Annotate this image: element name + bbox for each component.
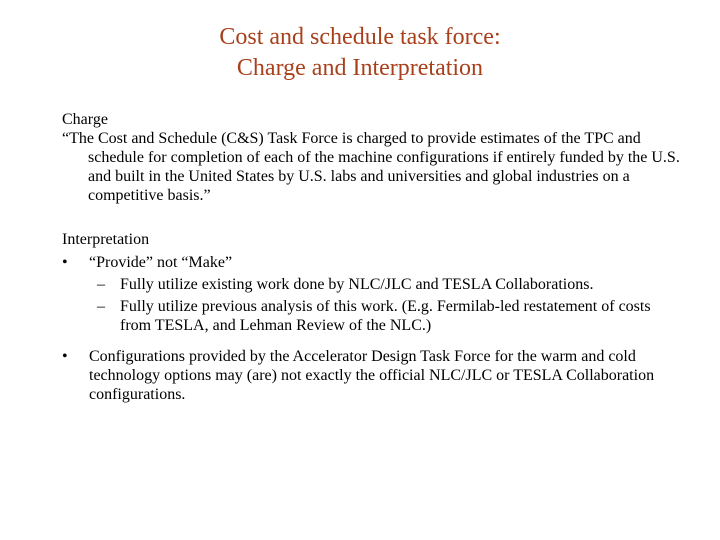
- bullet-item-provide: [62, 253, 682, 272]
- charge-text: “The Cost and Schedule (C&S) Task Force is charged to provide estimates of the TPC and schedule for completion of each of the machine configurations if entirely funded by the U.S. and built in the United States by U.S. labs and universities and global industries on a competitive basis.”: [62, 130, 680, 204]
- bullet-icon: •: [62, 348, 68, 365]
- bullet-icon: •: [62, 254, 68, 271]
- spacer: [62, 205, 682, 230]
- slide-title: [0, 22, 720, 84]
- bullet-text: Configurations provided by the Accelerator Design Task Force for the warm and cold technology options may (are) not exactly the official NLC/JLC or TESLA Collaboration configurations.: [89, 348, 655, 403]
- interpretation-heading: Interpretation: [62, 231, 150, 248]
- title-line-1: Cost and schedule task force:: [219, 24, 501, 50]
- charge-heading: Charge: [62, 111, 108, 128]
- bullet-item-configurations: [62, 347, 682, 404]
- bullet-text: “Provide” not “Make”: [89, 254, 233, 271]
- sub-item-previous-analysis: [62, 297, 682, 335]
- sub-item-existing-work: [62, 275, 682, 294]
- slide-body: [62, 110, 682, 404]
- sub-item-text: Fully utilize existing work done by NLC/JLC and TESLA Collaborations.: [120, 276, 594, 293]
- title-line-2: Charge and Interpretation: [236, 55, 484, 81]
- dash-icon: –: [97, 276, 105, 293]
- sub-item-text: Fully utilize previous analysis of this work. (E.g. Fermilab-led restatement of costs from TESLA, and Lehman Review of the NLC.): [120, 298, 651, 334]
- dash-icon: –: [97, 298, 105, 315]
